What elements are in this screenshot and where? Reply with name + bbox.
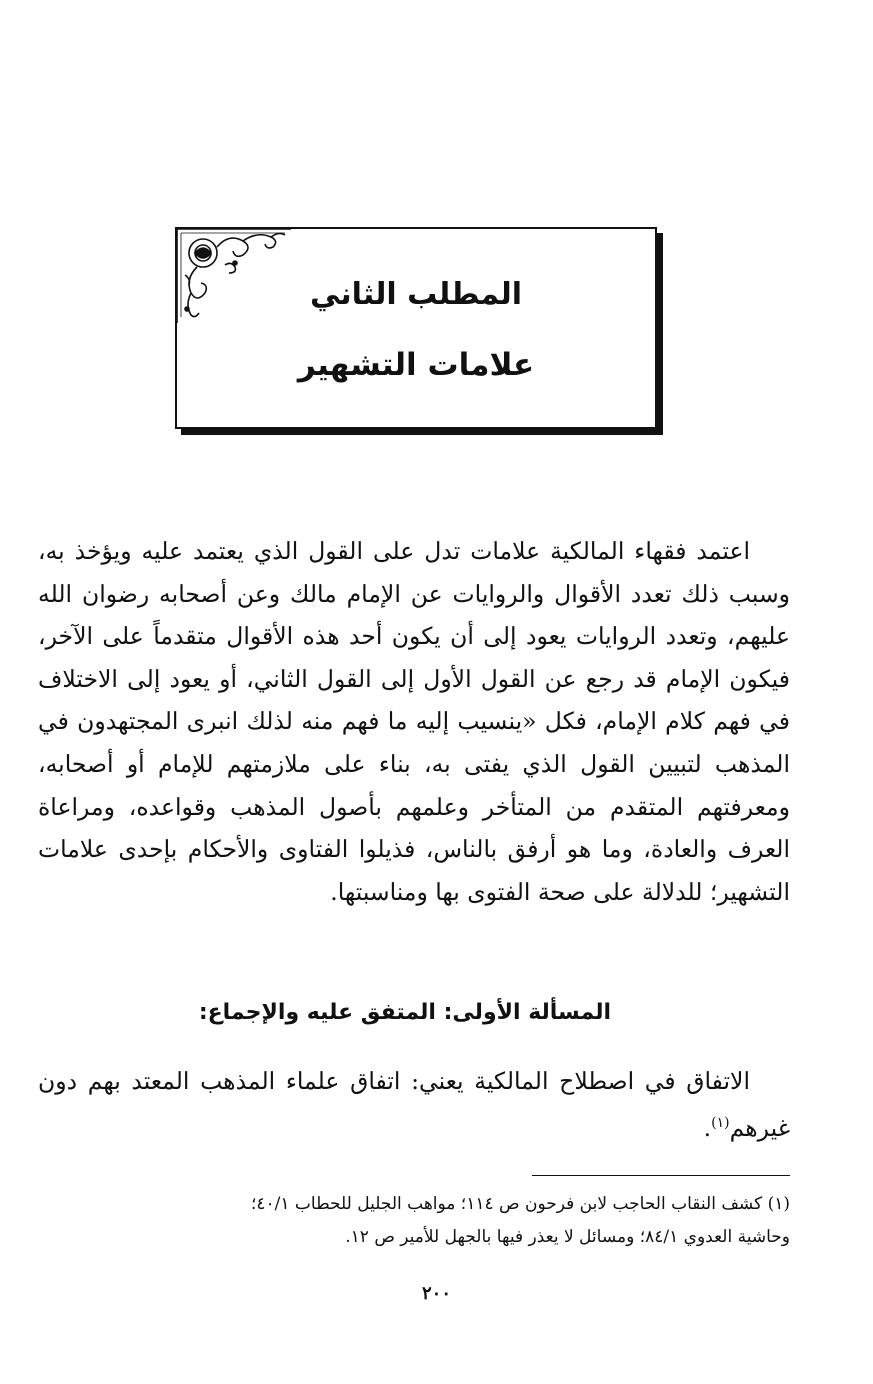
footnote-reference[interactable]: (١): [711, 1115, 730, 1131]
section-subtitle: علامات التشهير: [297, 347, 535, 383]
main-paragraph: [38, 530, 790, 913]
page-number: ٢٠٠: [421, 1283, 451, 1304]
footnote-line: وحاشية العدوي ٨٤/١؛ ومسائل لا يعذر فيها بالجهل للأمير ص ١٢.: [345, 1227, 790, 1247]
footnote-line: (١) كشف النقاب الحاجب لابن فرحون ص ١١٤؛ مواهب الجليل للحطاب ٤٠/١؛: [250, 1194, 790, 1214]
section-title: المطلب الثاني: [309, 277, 522, 312]
agreement-paragraph: [38, 1060, 790, 1149]
footnote: [38, 1188, 790, 1254]
issue-heading: المسألة الأولى: المتفق عليه والإجماع:: [198, 1000, 611, 1025]
paragraph-end-mark: .: [703, 1113, 712, 1142]
footnote-separator: [532, 1175, 790, 1176]
title-frame: [175, 227, 657, 429]
main-paragraph-text: اعتمد فقهاء المالكية علامات تدل على القول الذي يعتمد عليه ويؤخذ به، وسبب ذلك تعدد الأقوال والروايات عن الإمام مالك وعن أصحابه رضوان الله عليهم، وتعدد الروايات يعود إلى أن يكون أحد هذه الأقوال متقدماً على الآخر، فيكون الإمام قد رجع عن القول الأول إلى القول الثاني، أو يعود إلى الاختلاف في فهم كلام الإمام، فكل «ينسيب إليه ما فهم منه لذلك انبرى المجتهدون في المذهب لتبيين القول الذي يفتى به، بناء على ملازمتهم للإمام أو أصحابه، ومعرفتهم المتقدم من المتأخر وعلمهم بأصول المذهب وقواعده، ومراعاة العرف والعادة، وما هو أرفق بالناس، فذيلوا الفتاوى والأحكام بإحدى علامات التشهير؛ للدلالة على صحة الفتوى بها ومناسبتها.: [38, 537, 790, 906]
agreement-paragraph-text: الاتفاق في اصطلاح المالكية يعني: اتفاق علماء المذهب المعتد بهم دون غيرهم: [38, 1067, 790, 1142]
